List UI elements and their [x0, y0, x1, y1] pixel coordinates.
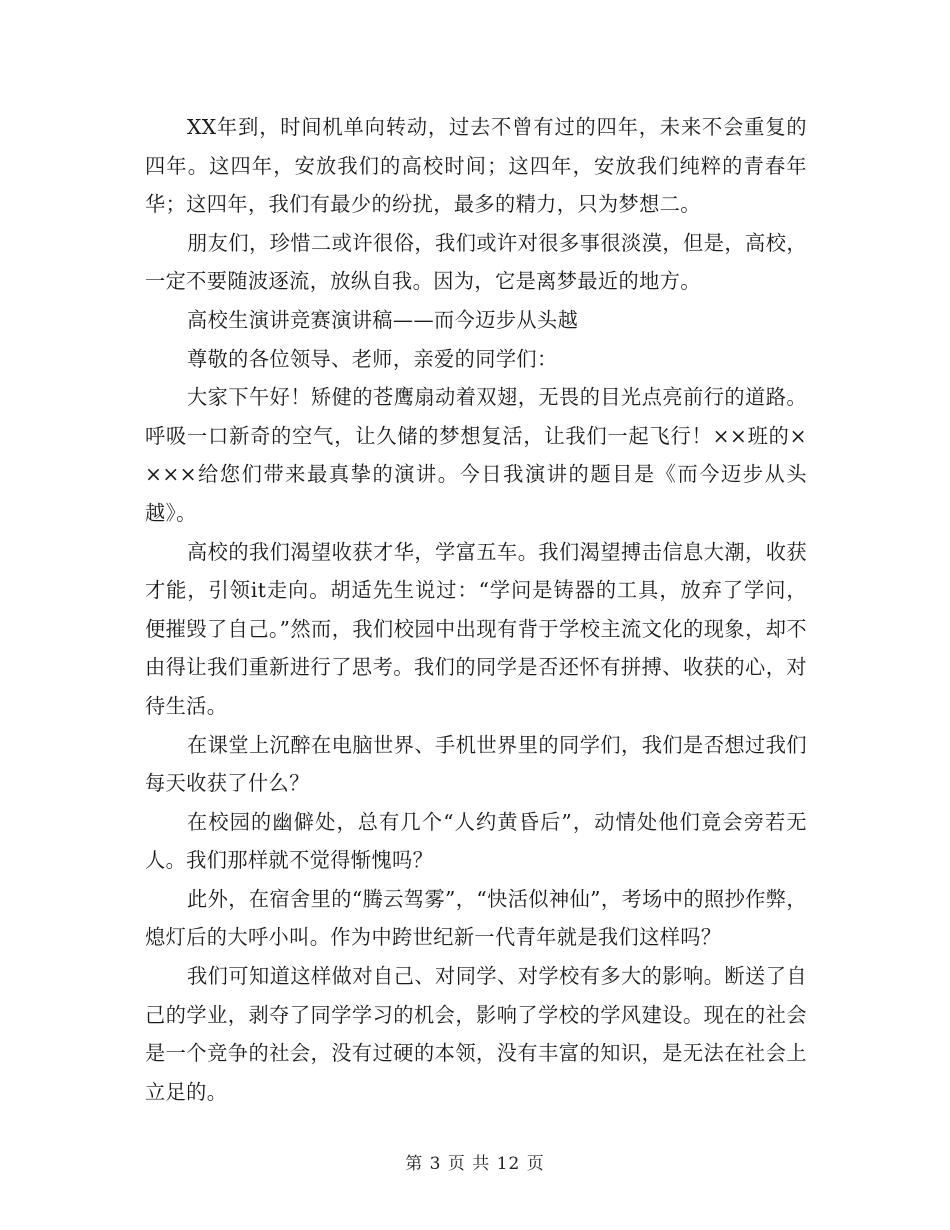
paragraph-10: 我们可知道这样做对自己、对同学、对学校有多大的影响。断送了自己的学业，剥夺了同学学习的机会，影响了学校的学风建设。现在的社会是一个竞争的社会，没有过硬的本领，没有丰富的知识，是无法在社会上立足的。	[145, 964, 807, 1104]
paragraph-1: XX年到，时间机单向转动，过去不曾有过的四年，未来不会重复的四年。这四年，安放我们的高校时间；这四年，安放我们纯粹的青春年华；这四年，我们有最少的纷扰，最多的精力，只为梦想二。	[145, 115, 807, 217]
salutation: 尊敬的各位领导、老师，亲爱的同学们：	[187, 346, 558, 371]
section-heading: 高校生演讲竞赛演讲稿——而今迈步从头越	[187, 307, 579, 332]
paragraph-6: 高校的我们渴望收获才华，学富五车。我们渴望搏击信息大潮，收获才能，引领it走向。胡适先生说过：“学问是铸器的工具，放弃了学问，便摧毁了自己。”然而，我们校园中出现有背于学校主流文化的现象，却不由得让我们重新进行了思考。我们的同学是否还怀有拼搏、收获的心，对待生活。	[145, 539, 807, 718]
paragraph-7: 在课堂上沉醉在电脑世界、手机世界里的同学们，我们是否想过我们每天收获了什么？	[145, 732, 807, 796]
paragraph-8: 在校园的幽僻处，总有几个“人约黄昏后”，动情处他们竟会旁若无人。我们那样就不觉得惭愧吗？	[145, 809, 807, 873]
paragraph-2: 朋友们，珍惜二或许很俗，我们或许对很多事很淡漠，但是，高校，一定不要随波逐流，放纵自我。因为，它是离梦最近的地方。	[145, 230, 807, 294]
paragraph-5: 大家下午好！矫健的苍鹰扇动着双翅，无畏的目光点亮前行的道路。呼吸一口新奇的空气，让久储的梦想复活，让我们一起飞行！××班的××××给您们带来最真挚的演讲。今日我演讲的题目是《而今迈步从头越》。	[145, 385, 807, 525]
document-body	[145, 108, 807, 1111]
page-number-footer: 第 3 页 共 12 页	[405, 1154, 545, 1174]
paragraph-9: 此外，在宿舍里的“腾云驾雾”，“快活似神仙”，考场中的照抄作弊，熄灯后的大呼小叫。作为中跨世纪新一代青年就是我们这样吗？	[145, 886, 807, 950]
